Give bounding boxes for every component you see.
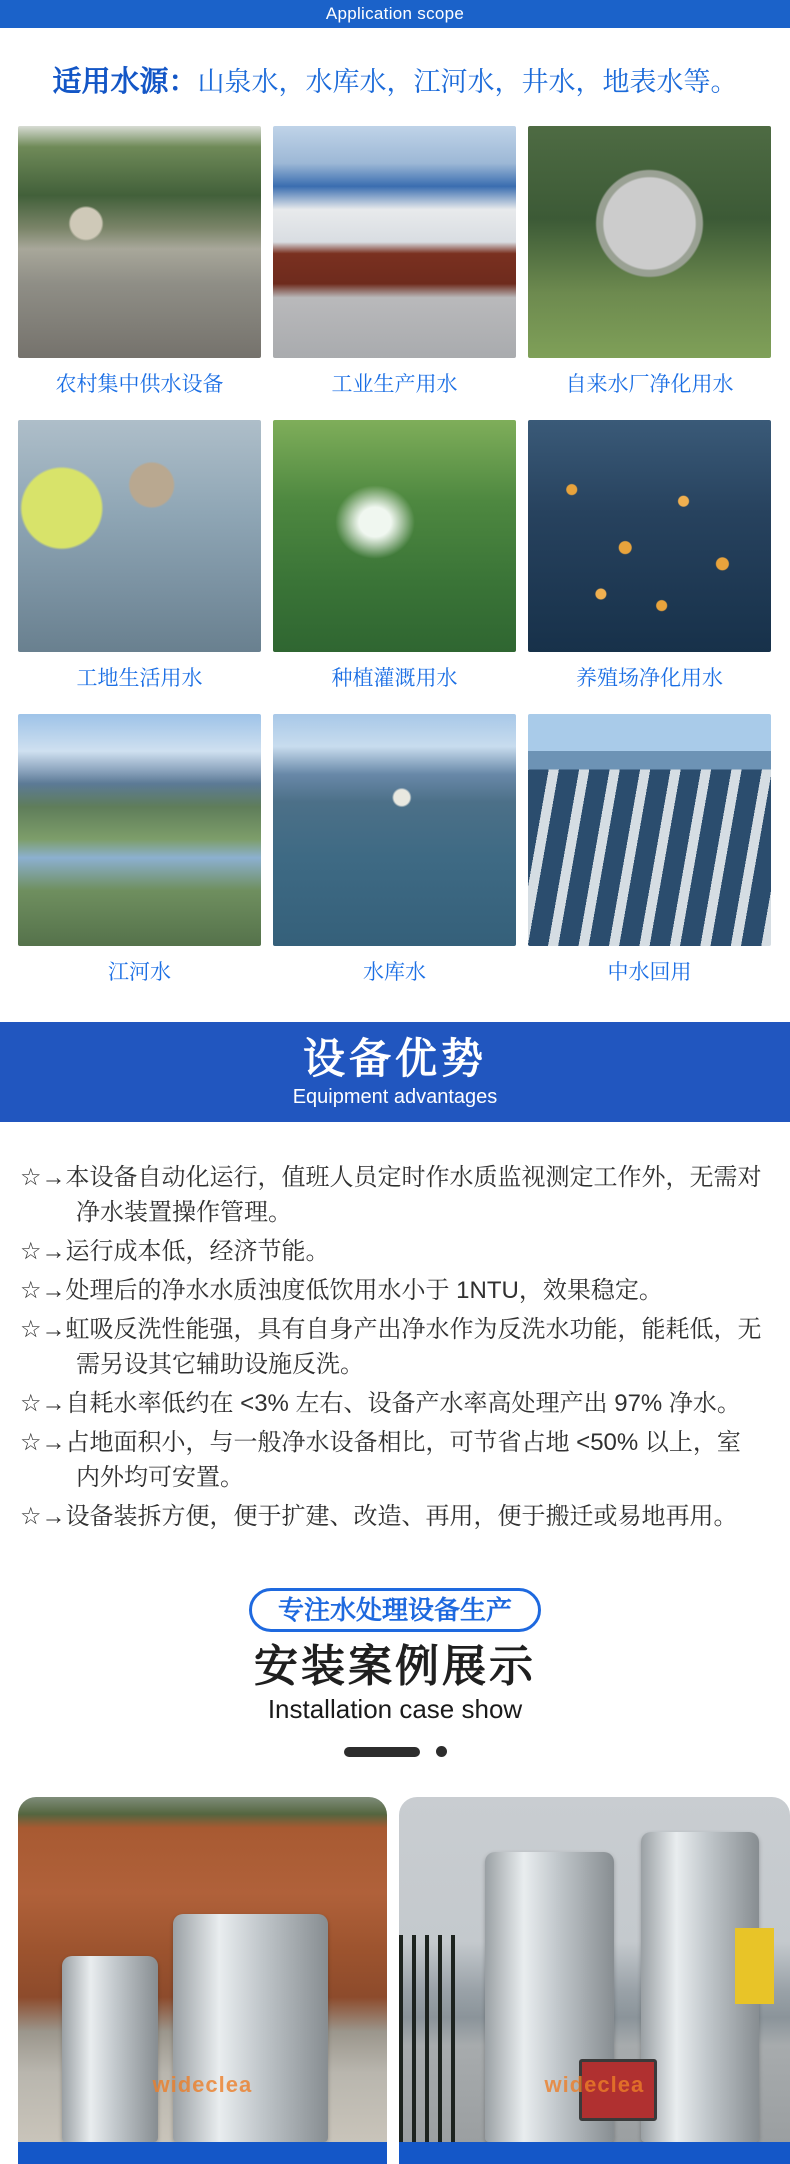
photo-fish-farm-water xyxy=(528,420,771,652)
case-photo-tall-tanks-sky xyxy=(399,1797,790,2142)
installation-cases-heading xyxy=(0,1588,790,1757)
case-caption-bar xyxy=(399,2142,790,2164)
case-caption-bar xyxy=(18,2142,387,2164)
gallery-row-3 xyxy=(18,714,772,986)
gallery-item xyxy=(273,420,516,692)
divider-bar xyxy=(344,1747,420,1757)
iron-fence xyxy=(399,1935,458,2142)
focus-badge: 专注水处理设备生产 xyxy=(249,1588,541,1632)
photo-caption: 养殖场净化用水 xyxy=(576,667,723,690)
application-scope-banner xyxy=(0,0,790,28)
gallery-row-2 xyxy=(18,420,772,692)
equipment-advantages-title: 设备优势 xyxy=(302,1035,487,1082)
case-card-left xyxy=(18,1797,387,2164)
heading-divider xyxy=(0,1746,790,1757)
installation-cases-subtitle: Installation case show xyxy=(267,1694,523,1724)
photo-waterworks-purification xyxy=(528,126,771,358)
divider-dot xyxy=(436,1746,447,1757)
gallery-item xyxy=(18,714,261,986)
yellow-equipment-box xyxy=(735,1928,774,2004)
gallery-item xyxy=(18,126,261,398)
installation-cases-title: 安装案例展示 xyxy=(254,1642,536,1691)
case-card-right xyxy=(399,1797,790,2164)
advantage-item: ☆→本设备自动化运行，值班人员定时作水质监视测定工作外，无需对净水装置操作管理。 xyxy=(20,1164,762,1226)
photo-reservoir-water xyxy=(273,714,516,946)
advantage-item: ☆→设备装拆方便，便于扩建、改造、再用，便于搬迁或易地再用。 xyxy=(20,1503,738,1530)
steel-tank xyxy=(173,1914,328,2142)
watermark: wideclea xyxy=(544,2072,645,2097)
photo-caption: 工业生产用水 xyxy=(331,373,458,396)
advantage-item: ☆→处理后的净水水质浊度低饮用水小于 1NTU，效果稳定。 xyxy=(20,1277,663,1304)
gallery-row-1 xyxy=(18,126,772,398)
advantage-item: ☆→虹吸反洗性能强，具有自身产出净水作为反洗水功能，能耗低，无需另设其它辅助设施反洗。 xyxy=(20,1316,762,1378)
advantage-item: ☆→占地面积小，与一般净水设备相比，可节省占地 <50% 以上，室内外均可安置。 xyxy=(20,1429,741,1491)
equipment-advantages-banner xyxy=(0,1022,790,1122)
steel-tank xyxy=(62,1956,158,2142)
photo-irrigation-water xyxy=(273,420,516,652)
gallery-item xyxy=(528,126,771,398)
gallery-item xyxy=(18,420,261,692)
photo-construction-site-water xyxy=(18,420,261,652)
photo-caption: 水库水 xyxy=(363,961,426,984)
photo-reclaimed-water xyxy=(528,714,771,946)
application-scope-label: Application scope xyxy=(325,4,465,23)
photo-industrial-production-water xyxy=(273,126,516,358)
gallery-item xyxy=(273,714,516,986)
photo-caption: 农村集中供水设备 xyxy=(55,373,224,396)
gallery-item xyxy=(528,420,771,692)
gallery-item xyxy=(528,714,771,986)
suitable-water-sources-label: 适用水源： xyxy=(52,66,198,98)
photo-caption: 江河水 xyxy=(108,961,171,984)
photo-caption: 种植灌溉用水 xyxy=(331,667,458,690)
equipment-advantages-subtitle: Equipment advantages xyxy=(292,1086,498,1108)
installation-case-photos xyxy=(0,1797,790,2164)
case-photo-clay-slope-tanks xyxy=(18,1797,387,2142)
photo-caption: 自来水厂净化用水 xyxy=(565,373,734,396)
gallery-item xyxy=(273,126,516,398)
photo-rural-water-supply xyxy=(18,126,261,358)
advantage-item: ☆→运行成本低，经济节能。 xyxy=(20,1238,330,1265)
watermark: wideclea xyxy=(152,2072,253,2097)
photo-caption: 中水回用 xyxy=(607,961,692,984)
suitable-water-sources-list: 山泉水，水库水，江河水，井水，地表水等。 xyxy=(197,67,738,97)
suitable-water-sources-line xyxy=(0,62,790,102)
advantages-list xyxy=(20,1160,764,1534)
advantage-item: ☆→自耗水率低约在 <3% 左右、设备产水率高处理产出 97% 净水。 xyxy=(20,1390,741,1417)
application-gallery xyxy=(0,126,790,986)
photo-caption: 工地生活用水 xyxy=(76,667,203,690)
photo-river-water xyxy=(18,714,261,946)
